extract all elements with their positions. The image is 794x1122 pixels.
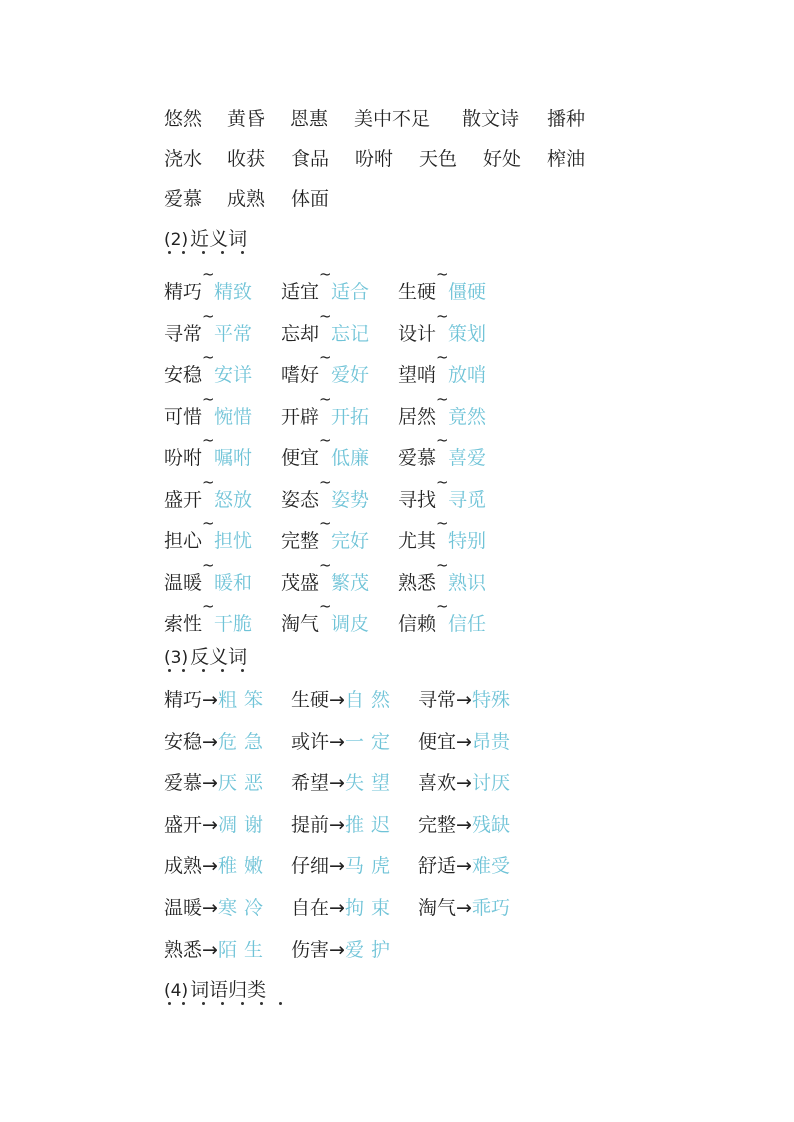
synonym-word: 居然	[398, 405, 437, 428]
synonym-answer: 平常	[214, 322, 253, 345]
synonym-word: 尤其	[398, 530, 437, 552]
arrow-right-icon: →	[456, 855, 472, 878]
tilde-separator: ~	[202, 306, 215, 325]
synonym-word: 完整	[281, 530, 320, 552]
tilde-separator: ~	[436, 306, 449, 325]
tilde-separator: ~	[436, 348, 449, 366]
antonym-answer: 昂贵	[471, 730, 510, 753]
synonym-answer: 喜爱	[448, 447, 487, 469]
antonym-pair	[164, 893, 270, 923]
synonym-answer: 担忧	[214, 530, 253, 552]
antonym-word: 淘气	[418, 897, 457, 919]
section-title: 反义词	[190, 646, 248, 668]
antonym-word: 熟悉	[164, 938, 203, 961]
synonym-word: 便宜	[281, 447, 320, 469]
vocab-word: 食品	[291, 148, 330, 170]
tilde-separator: ~	[436, 597, 449, 615]
antonym-answer: 陌生	[217, 938, 270, 961]
antonym-answer: 自然	[344, 689, 397, 711]
antonym-word: 自在	[291, 897, 330, 919]
antonym-pair	[164, 810, 270, 840]
antonym-answer: 凋谢	[217, 813, 270, 836]
vocab-word: 天色	[419, 148, 458, 170]
vocab-word: 恩惠	[290, 108, 329, 130]
synonym-word: 安稳	[164, 364, 203, 386]
antonym-answer: 拘束	[344, 897, 397, 919]
synonym-word: 寻常	[164, 322, 203, 345]
tilde-separator: ~	[202, 514, 215, 532]
section-number: (2)	[164, 230, 189, 250]
antonym-pair	[164, 768, 270, 798]
arrow-right-icon: →	[202, 689, 218, 711]
synonym-answer: 特别	[448, 530, 487, 552]
synonym-word: 索性	[164, 613, 203, 635]
arrow-right-icon: →	[456, 689, 472, 711]
tilde-separator: ~	[436, 389, 449, 408]
vocab-word: 成熟	[227, 188, 266, 210]
vocab-word: 浇水	[164, 148, 203, 170]
synonym-answer: 开拓	[331, 405, 370, 428]
arrow-right-icon: →	[202, 730, 218, 753]
antonym-word: 希望	[291, 772, 330, 795]
antonym-pair	[291, 810, 397, 840]
synonym-answer: 调皮	[331, 613, 370, 635]
vocab-word: 悠然	[164, 108, 203, 130]
synonym-word: 淘气	[281, 613, 320, 635]
synonym-answer: 干脆	[214, 613, 253, 635]
antonym-word: 盛开	[164, 813, 203, 836]
synonym-word: 茂盛	[281, 571, 320, 594]
tilde-separator: ~	[202, 348, 215, 366]
synonym-answer: 信任	[448, 613, 487, 635]
antonym-pair	[291, 768, 397, 798]
synonym-answer: 寻觅	[448, 488, 487, 511]
synonym-word: 信赖	[398, 613, 437, 635]
antonym-word: 安稳	[164, 730, 203, 753]
arrow-right-icon: →	[329, 772, 345, 795]
tilde-separator: ~	[436, 431, 449, 449]
synonym-word: 爱慕	[398, 447, 437, 469]
synonym-word: 姿态	[281, 488, 320, 511]
vocab-word: 播种	[547, 108, 586, 130]
synonym-word: 望哨	[398, 364, 437, 386]
antonym-pair	[164, 727, 270, 757]
antonym-answer: 粗笨	[217, 689, 270, 711]
arrow-right-icon: →	[456, 772, 472, 795]
synonym-answer: 策划	[448, 322, 487, 345]
antonym-pair	[418, 893, 510, 923]
synonym-answer: 适合	[331, 281, 370, 303]
synonym-word: 担心	[164, 530, 203, 552]
antonym-answer: 厌恶	[217, 772, 270, 795]
arrow-right-icon: →	[202, 897, 218, 919]
synonym-answer: 爱好	[331, 364, 370, 386]
antonym-word: 仔细	[291, 855, 330, 878]
antonym-answer: 特殊	[471, 689, 510, 711]
antonym-answer: 讨厌	[471, 772, 510, 795]
antonym-word: 便宜	[418, 730, 457, 753]
arrow-right-icon: →	[329, 938, 345, 961]
arrow-right-icon: →	[456, 730, 472, 753]
vocab-word: 散文诗	[462, 108, 520, 130]
antonym-pair	[291, 935, 397, 965]
synonym-answer: 精致	[214, 281, 253, 303]
antonym-word: 喜欢	[418, 772, 457, 795]
vocab-word: 黄昏	[227, 108, 266, 130]
arrow-right-icon: →	[202, 855, 218, 878]
tilde-separator: ~	[319, 389, 332, 408]
section-title: 词语归类	[190, 979, 267, 1001]
synonym-answer: 忘记	[331, 322, 370, 345]
antonym-pair	[291, 851, 397, 881]
antonym-word: 爱慕	[164, 772, 203, 795]
antonym-answer: 一定	[344, 730, 397, 753]
synonym-answer: 竟然	[448, 405, 487, 428]
antonym-pair	[164, 685, 270, 715]
tilde-separator: ~	[319, 265, 332, 283]
arrow-right-icon: →	[202, 938, 218, 961]
synonym-answer: 低廉	[331, 447, 370, 469]
tilde-separator: ~	[319, 348, 332, 366]
tilde-separator: ~	[202, 265, 215, 283]
antonym-word: 舒适	[418, 855, 457, 878]
antonym-word: 伤害	[291, 938, 330, 961]
synonym-answer: 熟识	[448, 571, 487, 594]
arrow-right-icon: →	[329, 689, 345, 711]
antonym-answer: 推迟	[344, 813, 397, 836]
synonym-word: 忘却	[281, 322, 320, 345]
synonym-answer: 完好	[331, 530, 370, 552]
synonym-word: 嗜好	[281, 364, 320, 386]
synonym-pair	[164, 597, 253, 639]
synonym-pair	[398, 597, 487, 639]
antonym-word: 或许	[291, 730, 330, 753]
synonym-answer: 姿势	[331, 488, 370, 511]
arrow-right-icon: →	[329, 897, 345, 919]
synonym-answer: 安详	[214, 364, 253, 386]
synonym-answer: 暖和	[214, 571, 253, 594]
tilde-separator: ~	[202, 389, 215, 408]
antonym-answer: 失望	[344, 772, 397, 795]
synonym-word: 寻找	[398, 488, 437, 511]
tilde-separator: ~	[436, 265, 449, 283]
antonym-pair	[291, 685, 397, 715]
section-number: (4)	[164, 981, 189, 1001]
antonym-word: 提前	[291, 813, 330, 836]
tilde-separator: ~	[436, 555, 449, 574]
synonym-answer: 放哨	[448, 364, 487, 386]
synonym-word: 开辟	[281, 405, 320, 428]
antonym-answer: 寒冷	[217, 897, 270, 919]
tilde-separator: ~	[319, 555, 332, 574]
antonym-pair	[418, 768, 510, 798]
antonym-pair	[164, 935, 270, 965]
antonym-pair	[418, 685, 510, 715]
arrow-right-icon: →	[456, 897, 472, 919]
synonym-word: 生硬	[398, 281, 437, 303]
tilde-separator: ~	[319, 472, 332, 491]
synonym-answer: 繁茂	[331, 571, 370, 594]
synonym-answer: 惋惜	[214, 405, 253, 428]
tilde-separator: ~	[319, 514, 332, 532]
antonym-word: 寻常	[418, 689, 457, 711]
synonym-word: 适宜	[281, 281, 320, 303]
antonym-pair	[418, 810, 510, 840]
vocab-word: 收获	[227, 148, 266, 170]
antonym-pair	[291, 893, 397, 923]
antonym-pair	[291, 727, 397, 757]
tilde-separator: ~	[436, 472, 449, 491]
antonym-word: 精巧	[164, 689, 203, 711]
arrow-right-icon: →	[329, 730, 345, 753]
arrow-right-icon: →	[202, 813, 218, 836]
synonym-answer: 怒放	[214, 488, 253, 511]
synonym-word: 精巧	[164, 281, 203, 303]
tilde-separator: ~	[319, 431, 332, 449]
synonym-answer: 嘱咐	[214, 447, 253, 469]
section-title: 近义词	[190, 228, 248, 250]
tilde-separator: ~	[202, 472, 215, 491]
synonym-answer: 僵硬	[448, 281, 487, 303]
arrow-right-icon: →	[329, 855, 345, 878]
synonym-word: 温暖	[164, 571, 203, 594]
antonym-word: 生硬	[291, 689, 330, 711]
antonym-answer: 爱护	[344, 938, 397, 961]
antonym-answer: 乖巧	[471, 897, 510, 919]
antonym-word: 完整	[418, 813, 457, 836]
synonym-word: 熟悉	[398, 571, 437, 594]
antonym-pair	[164, 851, 270, 881]
tilde-separator: ~	[319, 306, 332, 325]
section-number: (3)	[164, 648, 189, 668]
synonym-pair	[281, 597, 370, 639]
tilde-separator: ~	[202, 431, 215, 449]
arrow-right-icon: →	[329, 813, 345, 836]
antonym-answer: 危急	[217, 730, 270, 753]
vocab-word: 体面	[291, 188, 330, 210]
antonym-answer: 难受	[471, 855, 510, 878]
antonym-word: 温暖	[164, 897, 203, 919]
arrow-right-icon: →	[202, 772, 218, 795]
synonym-word: 吩咐	[164, 447, 203, 469]
vocab-word: 美中不足	[354, 108, 431, 130]
antonym-answer: 残缺	[471, 813, 510, 836]
antonym-pair	[418, 727, 510, 757]
vocab-word: 爱慕	[164, 188, 203, 210]
synonym-word: 可惜	[164, 405, 203, 428]
tilde-separator: ~	[202, 597, 215, 615]
vocab-word: 榨油	[547, 148, 586, 170]
vocab-word: 吩咐	[355, 148, 394, 170]
arrow-right-icon: →	[456, 813, 472, 836]
antonym-answer: 稚嫩	[217, 855, 270, 878]
synonym-word: 设计	[398, 322, 437, 345]
tilde-separator: ~	[202, 555, 215, 574]
antonym-word: 成熟	[164, 855, 203, 878]
antonym-pair	[418, 851, 510, 881]
antonym-answer: 马虎	[344, 855, 397, 878]
tilde-separator: ~	[319, 597, 332, 615]
vocab-word: 好处	[483, 148, 522, 170]
tilde-separator: ~	[436, 514, 449, 532]
document-page	[164, 0, 764, 1122]
synonym-word: 盛开	[164, 488, 203, 511]
